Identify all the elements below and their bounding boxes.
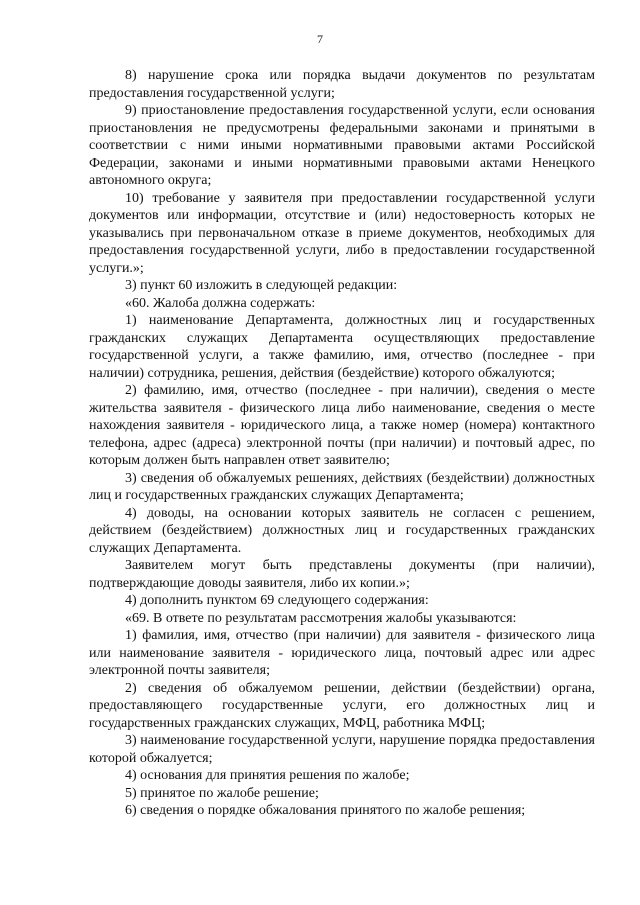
- paragraph-complaint-item-3: 3) сведения об обжалуемых решениях, действиях (бездействии) должностных лиц и государственных гражданских служащих Департамента;: [89, 470, 595, 503]
- paragraph-response-item-2: 2) сведения об обжалуемом решении, действии (бездействии) органа, предоставляющего государственные услуги, его должностных лиц и государственных гражданских служащих, МФЦ, работника МФЦ;: [89, 680, 595, 731]
- paragraph-amend-point-60: 3) пункт 60 изложить в следующей редакции:: [125, 278, 398, 293]
- paragraph-point-60-heading: «60. Жалоба должна содержать:: [125, 295, 316, 311]
- paragraph-response-item-3: 3) наименование государственной услуги, нарушение порядка предоставления которой обжалуется;: [89, 733, 595, 766]
- paragraph-add-point-69: 4) дополнить пунктом 69 следующего содержания:: [125, 593, 429, 608]
- paragraph-point-69-heading: «69. В ответе по результатам рассмотрения жалобы указываются:: [125, 610, 517, 626]
- paragraph-complaint-item-4: 4) доводы, на основании которых заявитель не согласен с решением, действием (бездействием) должностных лиц и государственных гражданских служащих Департамента.: [89, 505, 595, 556]
- paragraph-item-9: 9) приостановление предоставления государственной услуги, если основания приостановления не предусмотрены федеральными законами и принятыми в соответствии с ними иными нормативными правовыми актами Российской Федерации, законами и иными нормативными правовыми актами Ненецкого автономного округа;: [89, 103, 595, 188]
- paragraph-complaint-item-1: 1) наименование Департамента, должностных лиц и государственных гражданских служащих Департамента осуществляющих предоставление государственной услуги, а также фамилию, имя, отчество (последнее - при наличии) сотрудника, решения, действия (бездействие) которого обжалуются;: [89, 313, 595, 381]
- document-body: [89, 67, 595, 820]
- paragraph-item-8: 8) нарушение срока или порядка выдачи документов по результатам предоставления государственной услуги;: [89, 68, 595, 101]
- paragraph-response-item-5: 5) принятое по жалобе решение;: [125, 785, 319, 801]
- paragraph-item-10: 10) требование у заявителя при предоставлении государственной услуги документов или информации, отсутствие и (или) недостоверность которых не указывались при первоначальном отказе в приеме документов, необходимых для предоставления государственной услуги, либо в предоставлении государственной услуги.»;: [89, 190, 595, 276]
- paragraph-response-item-4: 4) основания для принятия решения по жалобе;: [125, 768, 410, 783]
- paragraph-response-item-1: 1) фамилия, имя, отчество (при наличии) для заявителя - физического лица или наименование заявителя - юридического лица, почтовый адрес или адрес электронной почты заявителя;: [89, 628, 595, 678]
- page-number: 7: [317, 32, 323, 46]
- paragraph-response-item-6: 6) сведения о порядке обжалования принятого по жалобе решения;: [125, 803, 526, 818]
- paragraph-supporting-documents: Заявителем могут быть представлены документы (при наличии), подтверждающие доводы заявителя, либо их копии.»;: [89, 558, 595, 591]
- paragraph-complaint-item-2: 2) фамилию, имя, отчество (последнее - при наличии), сведения о месте жительства заявителя - физического лица либо наименование, сведения о месте нахождения заявителя - юридического лица, а также номер (номера) контактного телефона, адрес (адреса) электронной почты (при наличии) и почтовый адрес, по которым должен быть направлен ответ заявителю;: [89, 383, 595, 468]
